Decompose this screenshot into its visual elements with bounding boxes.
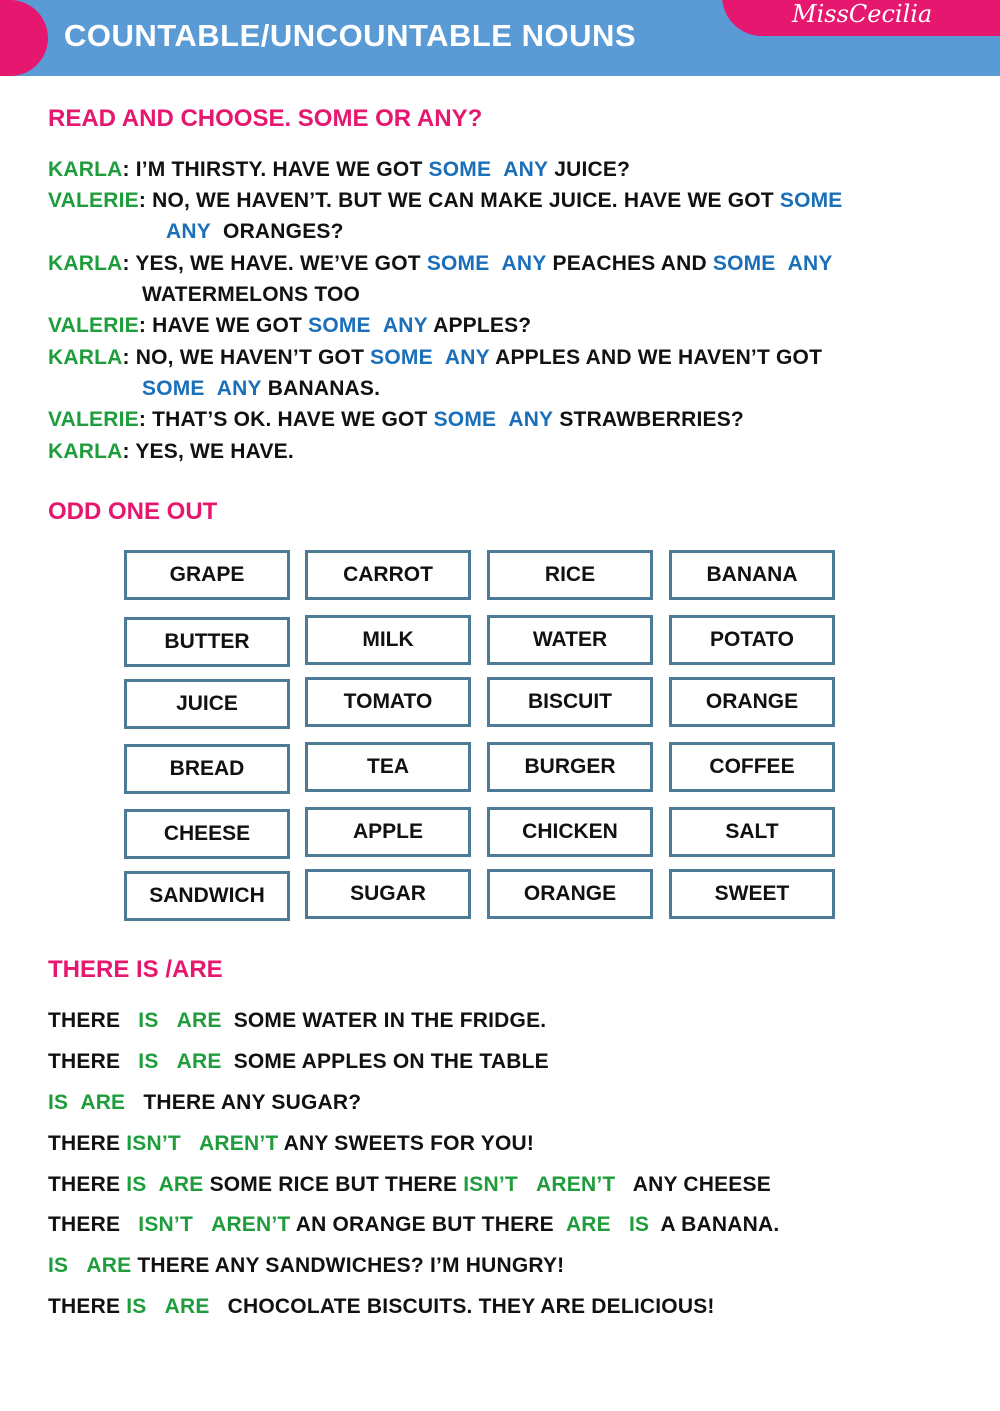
option-is[interactable]: IS [126, 1173, 147, 1196]
option-are[interactable]: ARE [158, 1173, 204, 1196]
word-card[interactable]: SUGAR [305, 869, 471, 919]
option-some[interactable]: SOME [433, 408, 497, 431]
option-any[interactable]: ANY [216, 377, 262, 400]
line-text: STRAWBERRIES? [559, 408, 744, 431]
word-there: THERE [48, 1213, 121, 1236]
dialogue-line [48, 189, 843, 213]
word-card[interactable]: CHEESE [124, 809, 290, 859]
dialogue-line [48, 346, 822, 370]
line-text: SOME APPLES ON THE TABLE [233, 1050, 549, 1073]
option-some[interactable]: SOME [426, 252, 490, 275]
word-there: THERE [48, 1295, 121, 1318]
line-text: ANY CHEESE [632, 1173, 771, 1196]
word-card[interactable]: BUTTER [124, 617, 290, 667]
word-card[interactable]: ORANGE [487, 869, 653, 919]
exercise-line [48, 1173, 771, 1197]
line-text: SOME WATER IN THE FRIDGE. [233, 1009, 547, 1032]
word-card[interactable]: POTATO [669, 615, 835, 665]
line-text: APPLES? [433, 314, 532, 337]
dialogue-line [48, 252, 833, 276]
word-card[interactable]: CARROT [305, 550, 471, 600]
word-there: THERE [48, 1173, 121, 1196]
line-text: : YES, WE HAVE. WE’VE GOT [122, 252, 421, 275]
word-card[interactable]: BISCUIT [487, 677, 653, 727]
page-title: COUNTABLE/UNCOUNTABLE NOUNS [64, 18, 637, 53]
option-are[interactable]: ARE [565, 1213, 611, 1236]
word-card[interactable]: SALT [669, 807, 835, 857]
option-any[interactable]: ANY [501, 252, 547, 275]
exercise-line [48, 1050, 549, 1074]
option-any[interactable]: ANY [382, 314, 428, 337]
section-title-odd-one-out: ODD ONE OUT [48, 498, 218, 525]
line-text: BANANAS. [267, 377, 381, 400]
exercise-line [48, 1295, 715, 1319]
option-is[interactable]: IS [126, 1295, 147, 1318]
option-isnt[interactable]: ISN’T [463, 1173, 518, 1196]
line-text: PEACHES AND [552, 252, 707, 275]
line-text: THERE ANY SANDWICHES? I’M HUNGRY! [137, 1254, 565, 1277]
word-card[interactable]: ORANGE [669, 677, 835, 727]
speaker: KARLA [48, 252, 123, 275]
option-any[interactable]: ANY [444, 346, 490, 369]
option-some[interactable]: SOME [142, 377, 205, 400]
speaker: VALERIE [48, 189, 139, 212]
option-any[interactable]: ANY [508, 408, 554, 431]
option-some[interactable]: SOME [428, 158, 492, 181]
word-card[interactable]: GRAPE [124, 550, 290, 600]
word-card[interactable]: CHICKEN [487, 807, 653, 857]
word-card[interactable]: COFFEE [669, 742, 835, 792]
dialogue-line [166, 220, 344, 244]
option-is[interactable]: IS [48, 1254, 69, 1277]
dialogue-line [48, 314, 531, 338]
dialogue-line [142, 377, 380, 401]
option-are[interactable]: ARE [176, 1050, 222, 1073]
word-card[interactable]: RICE [487, 550, 653, 600]
line-text: APPLES AND WE HAVEN’T GOT [495, 346, 823, 369]
speaker: VALERIE [48, 314, 139, 337]
option-is[interactable]: IS [138, 1009, 159, 1032]
word-card[interactable]: JUICE [124, 679, 290, 729]
option-any[interactable]: ANY [503, 158, 549, 181]
option-are[interactable]: ARE [176, 1009, 222, 1032]
exercise-line [48, 1132, 534, 1156]
line-text: WATERMELONS TOO [142, 283, 361, 306]
speaker: VALERIE [48, 408, 139, 431]
line-text: ANY SWEETS FOR YOU! [283, 1132, 535, 1155]
line-text: JUICE? [554, 158, 631, 181]
option-is[interactable]: IS [138, 1050, 159, 1073]
dialogue-line [48, 440, 294, 464]
line-text: ORANGES? [223, 220, 344, 243]
option-arent[interactable]: AREN’T [211, 1213, 291, 1236]
line-text: AN ORANGE BUT THERE [295, 1213, 554, 1236]
option-isnt[interactable]: ISN’T [126, 1132, 181, 1155]
word-card[interactable]: SANDWICH [124, 871, 290, 921]
line-text: : YES, WE HAVE. [122, 440, 294, 463]
dialogue-line [48, 158, 630, 182]
option-some[interactable]: SOME [779, 189, 843, 212]
line-text: SOME RICE BUT THERE [209, 1173, 458, 1196]
option-any[interactable]: ANY [787, 252, 833, 275]
exercise-line [48, 1213, 779, 1237]
speaker: KARLA [48, 440, 123, 463]
word-there: THERE [48, 1009, 121, 1032]
option-some[interactable]: SOME [308, 314, 371, 337]
line-text: : THAT’S OK. HAVE WE GOT [138, 408, 428, 431]
section-title-some-any: READ AND CHOOSE. SOME OR ANY? [48, 105, 483, 132]
option-arent[interactable]: AREN’T [199, 1132, 279, 1155]
option-any[interactable]: ANY [166, 220, 211, 243]
option-is[interactable]: IS [629, 1213, 650, 1236]
exercise-line [48, 1254, 564, 1278]
word-card[interactable]: MILK [305, 615, 471, 665]
word-card[interactable]: TEA [305, 742, 471, 792]
word-card[interactable]: SWEET [669, 869, 835, 919]
speaker: KARLA [48, 158, 123, 181]
option-is[interactable]: IS [48, 1091, 69, 1114]
word-card[interactable]: WATER [487, 615, 653, 665]
section-title-there-is-are: THERE IS /ARE [48, 956, 223, 983]
option-some[interactable]: SOME [370, 346, 433, 369]
option-arent[interactable]: AREN’T [536, 1173, 616, 1196]
exercise-line [48, 1009, 546, 1033]
exercise-line [48, 1091, 361, 1115]
word-card[interactable]: APPLE [305, 807, 471, 857]
option-isnt[interactable]: ISN’T [138, 1213, 193, 1236]
word-card[interactable]: BREAD [124, 744, 290, 794]
line-text: THERE ANY SUGAR? [143, 1091, 362, 1114]
line-text: CHOCOLATE BISCUITS. THEY ARE DELICIOUS! [227, 1295, 715, 1318]
line-text: : NO, WE HAVEN’T. BUT WE CAN MAKE JUICE. HAVE WE GOT [138, 189, 774, 212]
word-there: THERE [48, 1132, 121, 1155]
dialogue-line [142, 283, 360, 307]
dialogue-line [48, 408, 744, 432]
line-text: : I’M THIRSTY. HAVE WE GOT [122, 158, 423, 181]
word-there: THERE [48, 1050, 121, 1073]
option-are[interactable]: ARE [86, 1254, 132, 1277]
line-text: : NO, WE HAVEN’T GOT [122, 346, 365, 369]
option-are[interactable]: ARE [80, 1091, 126, 1114]
speaker: KARLA [48, 346, 123, 369]
word-card[interactable]: BURGER [487, 742, 653, 792]
line-text: A BANANA. [660, 1213, 780, 1236]
option-are[interactable]: ARE [164, 1295, 210, 1318]
line-text: : HAVE WE GOT [138, 314, 303, 337]
brand-logo: MissCecilia [792, 0, 933, 28]
word-card[interactable]: BANANA [669, 550, 835, 600]
word-card[interactable]: TOMATO [305, 677, 471, 727]
option-some[interactable]: SOME [712, 252, 776, 275]
